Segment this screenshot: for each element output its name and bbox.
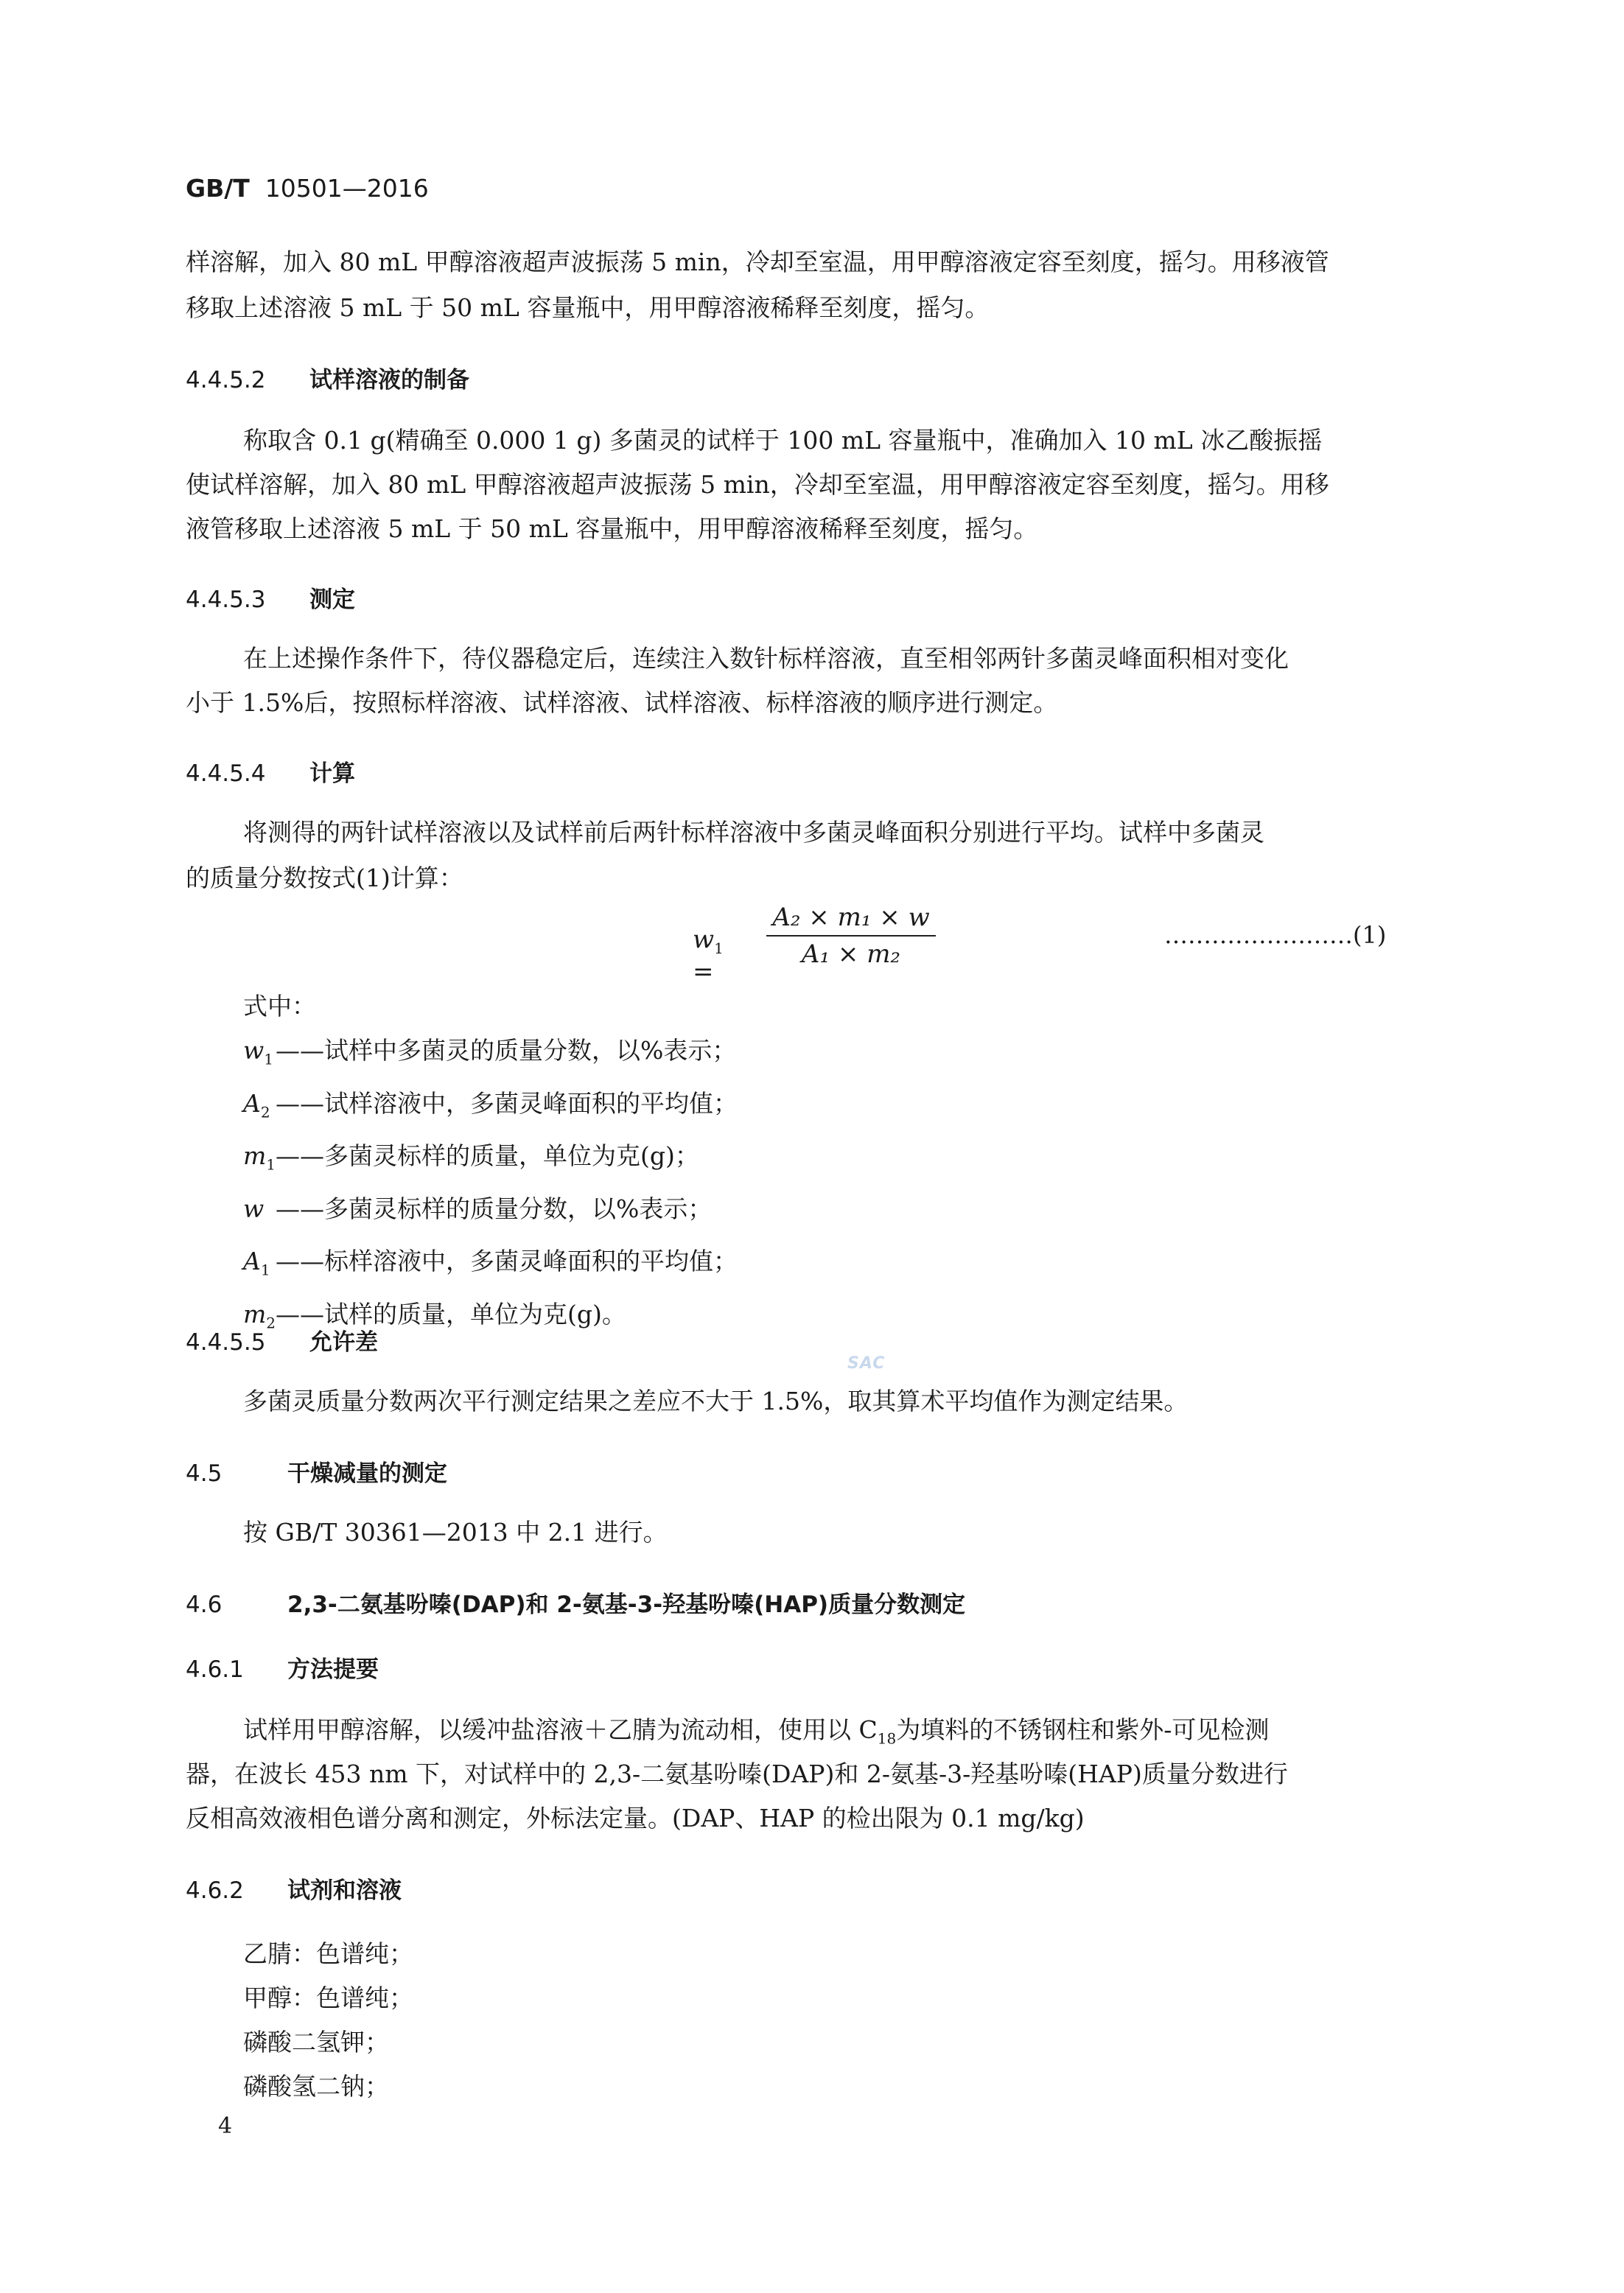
- formula-denominator: A₁ × m₂: [801, 939, 901, 969]
- heading-title: 允许差: [309, 1329, 378, 1356]
- reagent-item: 磷酸氢二钠；: [243, 2072, 389, 2101]
- para6-line1: 按 GB/T 30361—2013 中 2.1 进行。: [243, 1518, 668, 1547]
- definition-item: $m_2——$试样的质量，单位为克(g)。: [243, 1299, 626, 1332]
- heading-title: 试剂和溶液: [287, 1877, 402, 1904]
- heading-4-6-2: [186, 1872, 402, 1905]
- formula-fraction: [766, 903, 936, 969]
- heading-number: 4.4.5.2: [186, 367, 266, 393]
- heading-4-4-5-3: [186, 581, 355, 614]
- formula-number: ……………………(1): [1164, 921, 1387, 949]
- para7-line3: 反相高效液相色谱分离和测定，外标法定量。(DAP、HAP 的检出限为 0.1 mg/kg): [186, 1804, 1085, 1832]
- definition-item: $w_1——$试样中多菌灵的质量分数，以%表示；: [243, 1036, 737, 1068]
- para4-line2: 的质量分数按式(1)计算：: [186, 864, 463, 892]
- para7-line1: 试样用甲醇溶解，以缓冲盐溶液＋乙腈为流动相，使用以 $C_{18}$为填料的不锈钢柱和紫外-可见检测: [243, 1715, 1270, 1748]
- heading-4-6: [186, 1586, 965, 1619]
- heading-title: 方法提要: [287, 1656, 379, 1683]
- heading-number: 4.5: [186, 1460, 223, 1487]
- heading-number: 4.4.5.4: [186, 760, 266, 787]
- heading-4-4-5-2: [186, 361, 469, 394]
- definition-item: $A_1$ ——标样溶液中，多菌灵峰面积的平均值；: [243, 1247, 738, 1279]
- reagent-item: 甲醇：色谱纯；: [243, 1984, 413, 2012]
- para3-line1: 在上述操作条件下，待仪器稳定后，连续注入数针标样溶液，直至相邻两针多菌灵峰面积相对变化: [243, 644, 1289, 673]
- para3-line2: 小于 1.5%后，按照标样溶液、试样溶液、试样溶液、标样溶液的顺序进行测定。: [186, 688, 1058, 717]
- para1-line1: 样溶解，加入 80 mL 甲醇溶液超声波振荡 5 min，冷却至室温，用甲醇溶液定容至刻度，摇匀。用移液管: [186, 248, 1329, 276]
- standard-code: [186, 174, 429, 203]
- where-label: 式中：: [243, 992, 316, 1021]
- heading-title: 计算: [309, 760, 355, 787]
- reagent-list: [243, 1932, 413, 2109]
- definitions-list: [243, 984, 738, 1345]
- heading-4-4-5-5: [186, 1323, 378, 1356]
- heading-4-5: [186, 1454, 447, 1488]
- definition-item: $A_2$ ——试样溶液中，多菌灵峰面积的平均值；: [243, 1088, 738, 1121]
- definition-item: $m_1——$多菌灵标样的质量，单位为克(g)；: [243, 1141, 699, 1174]
- para1-line2: 移取上述溶液 5 mL 于 50 mL 容量瓶中，用甲醇溶液稀释至刻度，摇匀。: [186, 293, 990, 322]
- para7-line2: 器，在波长 453 nm 下，对试样中的 2,3-二氨基吩嗪(DAP)和 2-氨基-3-羟基吩嗪(HAP)质量分数进行: [186, 1760, 1288, 1788]
- standard-prefix: GB/T: [186, 174, 250, 203]
- definition-item: w ——多菌灵标样的质量分数，以%表示；: [243, 1194, 713, 1223]
- standard-number: 10501—2016: [265, 174, 429, 203]
- heading-number: 4.4.5.5: [186, 1329, 266, 1356]
- para2-line1: 称取含 0.1 g(精确至 0.000 1 g) 多菌灵的试样于 100 mL 容量瓶中，准确加入 10 mL 冰乙酸振摇: [243, 426, 1323, 455]
- heading-title: 2,3-二氨基吩嗪(DAP)和 2-氨基-3-羟基吩嗪(HAP)质量分数测定: [287, 1592, 966, 1618]
- formula-numerator: A₂ × m₁ × w: [766, 903, 936, 937]
- para2-line2: 使试样溶解，加入 80 mL 甲醇溶液超声波振荡 5 min，冷却至室温，用甲醇溶液定容至刻度，摇匀。用移: [186, 470, 1329, 499]
- reagent-item: 磷酸二氢钾；: [243, 2028, 389, 2056]
- page-number: 4: [218, 2113, 233, 2139]
- heading-title: 试样溶液的制备: [309, 367, 469, 393]
- heading-number: 4.6: [186, 1592, 223, 1618]
- heading-title: 干燥减量的测定: [287, 1460, 447, 1487]
- heading-4-4-5-4: [186, 755, 355, 788]
- para5-line1: 多菌灵质量分数两次平行测定结果之差应不大于 1.5%，取其算术平均值作为测定结果。: [243, 1387, 1189, 1415]
- para4-line1: 将测得的两针试样溶液以及试样前后两针标样溶液中多菌灵峰面积分别进行平均。试样中多菌灵: [243, 818, 1264, 847]
- formula-lhs: $w_1$ =: [693, 925, 724, 987]
- heading-number: 4.6.2: [186, 1877, 244, 1904]
- heading-number: 4.4.5.3: [186, 587, 266, 613]
- heading-number: 4.6.1: [186, 1656, 244, 1683]
- heading-title: 测定: [309, 587, 355, 613]
- reagent-item: 乙腈：色谱纯；: [243, 1939, 413, 1968]
- watermark: SAC: [847, 1354, 886, 1373]
- para2-line3: 液管移取上述溶液 5 mL 于 50 mL 容量瓶中，用甲醇溶液稀释至刻度，摇匀。: [186, 514, 1038, 543]
- heading-4-6-1: [186, 1650, 379, 1684]
